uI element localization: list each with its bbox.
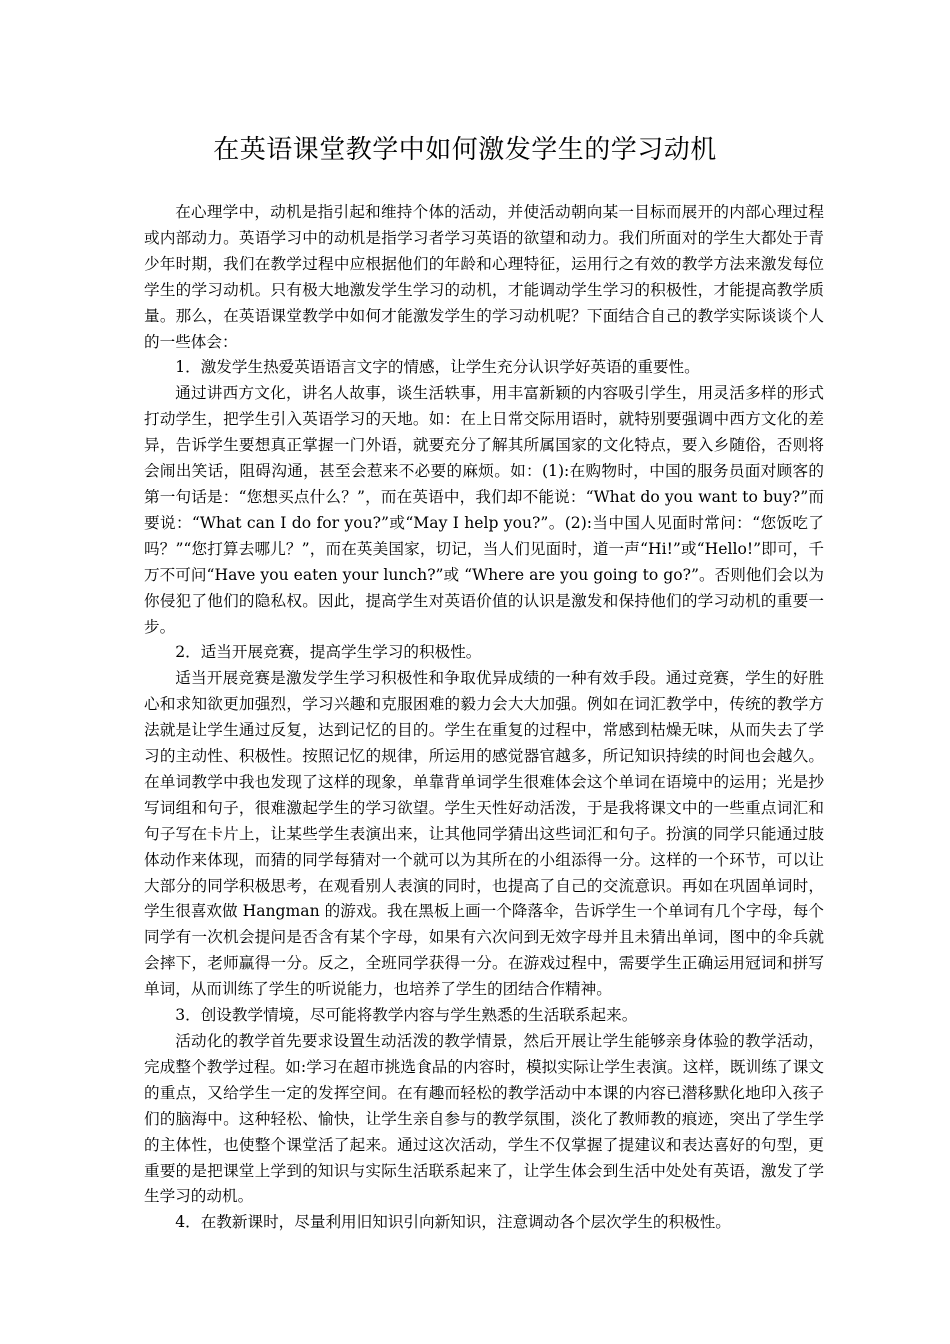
document-body [144, 200, 824, 1236]
section-body-2: 适当开展竞赛是激发学生学习积极性和争取优异成绩的一种有效手段。通过竞赛，学生的好胜心和求知欲更加强烈，学习兴趣和克服困难的毅力会大大加强。例如在词汇教学中，传统的教学方法就是让学生通过反复，达到记忆的目的。学生在重复的过程中，常感到枯燥无味，从而失去了学习的主动性、积极性。按照记忆的规律，所运用的感觉器官越多，所记知识持续的时间也会越久。在单词教学中我也发现了这样的现象，单靠背单词学生很难体会这个单词在语境中的运用；光是抄写词组和句子，很难激起学生的学习欲望。学生天性好动活泼，于是我将课文中的一些重点词汇和句子写在卡片上，让某些学生表演出来，让其他同学猜出这些词汇和句子。扮演的同学只能通过肢体动作来体现，而猜的同学每猜对一个就可以为其所在的小组添得一分。这样的一个环节，可以让大部分的同学积极思考，在观看别人表演的同时，也提高了自己的交流意识。再如在巩固单词时，学生很喜欢做 Hangman 的游戏。我在黑板上画一个降落伞，告诉学生一个单词有几个字母，每个同学有一次机会提问是否含有某个字母，如果有六次问到无效字母并且未猜出单词，图中的伞兵就会摔下，老师赢得一分。反之，全班同学获得一分。在游戏过程中，需要学生正确运用冠词和拼写单词，从而训练了学生的听说能力，也培养了学生的团结合作精神。 [144, 669, 824, 999]
section-heading-3: 3．创设教学情境，尽可能将教学内容与学生熟悉的生活联系起来。 [175, 1006, 638, 1025]
document-title: 在英语课堂教学中如何激发学生的学习动机 [213, 135, 717, 165]
section-heading-4: 4．在教新课时，尽量利用旧知识引向新知识，注意调动各个层次学生的积极性。 [175, 1213, 731, 1232]
section-body-1: 通过讲西方文化，讲名人故事，谈生活轶事，用丰富新颖的内容吸引学生，用灵活多样的形式打动学生，把学生引入英语学习的天地。如：在上日常交际用语时，就特别要强调中西方文化的差异，告诉学生要想真正掌握一门外语，就要充分了解其所属国家的文化特点，要入乡随俗，否则将会闹出笑话，阻碍沟通，甚至会惹来不必要的麻烦。如：(1):在购物时，中国的服务员面对顾客的第一句话是：“您想买点什么？”，而在英语中，我们却不能说：“What do you want to buy?”而要说：“What can I do for you?”或“May I help you?”。(2):当中国人见面时常问：“您饭吃了吗？”“您打算去哪儿？”，而在英美国家，切记，当人们见面时，道一声“Hi!”或“Hello!”即可，千万不可问“Have you eaten your lunch?”或 “Where are you going to go?”。否则他们会以为你侵犯了他们的隐私权。因此，提高学生对英语价值的认识是激发和保持他们的学习动机的重要一步。 [144, 384, 824, 636]
section-body-3: 活动化的教学首先要求设置生动活泼的教学情景，然后开展让学生能够亲身体验的教学活动，完成整个教学过程。如:学习在超市挑选食品的内容时，模拟实际让学生表演。这样，既训练了课文的重点，又给学生一定的发挥空间。在有趣而轻松的教学活动中本课的内容已潜移默化地印入孩子们的脑海中。这种轻松、愉快，让学生亲自参与的教学氛围，淡化了教师教的痕迹，突出了学生学的主体性，也使整个课堂活了起来。通过这次活动，学生不仅掌握了提建议和表达喜好的句型，更重要的是把课堂上学到的知识与实际生活联系起来了，让学生体会到生活中处处有英语，激发了学生学习的动机。 [144, 1032, 824, 1206]
section-heading-1: 1．激发学生热爱英语语言文字的情感，让学生充分认识学好英语的重要性。 [175, 358, 700, 377]
section-heading-2: 2．适当开展竞赛，提高学生学习的积极性。 [175, 643, 482, 662]
intro-paragraph: 在心理学中，动机是指引起和维持个体的活动，并使活动朝向某一目标而展开的内部心理过程或内部动力。英语学习中的动机是指学习者学习英语的欲望和动力。我们所面对的学生大都处于青少年时期，我们在教学过程中应根据他们的年龄和心理特征，运用行之有效的教学方法来激发每位学生的学习动机。只有极大地激发学生学习的动机，才能调动学生学习的积极性，才能提高教学质量。那么，在英语课堂教学中如何才能激发学生的学习动机呢？下面结合自己的教学实际谈谈个人的一些体会： [144, 203, 824, 351]
